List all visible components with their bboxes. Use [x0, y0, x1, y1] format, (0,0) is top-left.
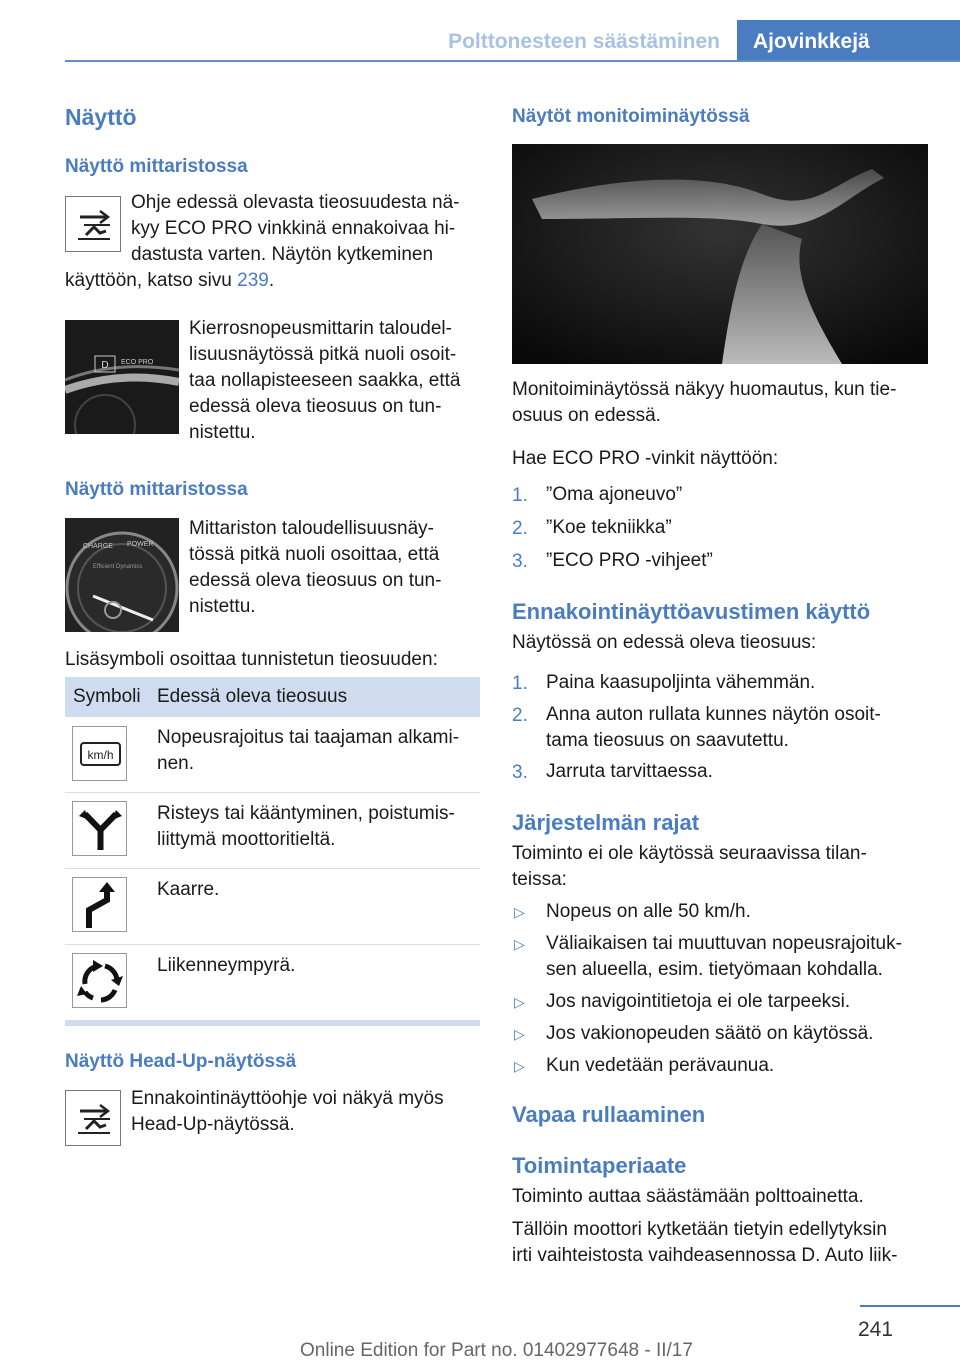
speed-limit-icon-text: km/h	[87, 748, 114, 762]
paragraph-gauge-line2: tössä pitkä nuoli osoittaa, että	[189, 544, 440, 565]
heading-assistant-use: Ennakointinäyttöavustimen käyttö	[512, 599, 871, 624]
paragraph-mf-line2: osuus on edessä.	[512, 405, 661, 426]
paragraph-hint-line2: kyy ECO PRO vinkkinä ennakoivaa hi‐	[131, 218, 456, 239]
anticipation-hint-icon	[65, 196, 121, 252]
bullet-triangle-icon: ▷	[514, 994, 525, 1010]
subheading-hud: Näyttö Head-Up-näytössä	[65, 1051, 297, 1072]
header-section-title: Polttonesteen säästäminen	[448, 30, 720, 53]
footer-edition: Online Edition for Part no. 01402977648 - II/17	[300, 1340, 693, 1361]
junction-icon	[72, 801, 127, 856]
charge-label: CHARGE	[83, 543, 113, 550]
table-row-divider	[65, 868, 480, 869]
heading-system-limits: Järjestelmän rajat	[512, 810, 700, 835]
col-header-symbol: Symboli	[73, 686, 141, 707]
list2-item-2-line1: Anna auton rullata kunnes näytön osoit‐	[546, 704, 881, 725]
table-row-divider	[65, 792, 480, 793]
efficiency-gauge-image	[65, 518, 179, 632]
paragraph-tacho-line5: nistettu.	[189, 422, 256, 443]
paragraph-tacho-line4: edessä oleva tieosuus on tun‐	[189, 396, 442, 417]
bullet-triangle-icon: ▷	[514, 1058, 525, 1074]
paragraph-gauge-line4: nistettu.	[189, 596, 256, 617]
anticipation-hint-icon-hud	[65, 1090, 121, 1146]
footer-rule	[860, 1305, 960, 1307]
paragraph-section-ahead: Näytössä on edessä oleva tieosuus:	[512, 632, 817, 653]
list1-num-1: 1.	[512, 485, 528, 506]
list1-num-2: 2.	[512, 518, 528, 539]
paragraph-tacho-line3: taa nollapisteeseen saakka, että	[189, 370, 461, 391]
list2-num-3: 3.	[512, 762, 528, 783]
bullet-3: Jos navigointitietoja ei ole tarpeeksi.	[546, 991, 851, 1012]
header-rule	[65, 60, 960, 62]
row-curve-line1: Kaarre.	[157, 879, 220, 900]
header-chapter-tab: Ajovinkkejä	[737, 20, 960, 62]
curve-icon	[72, 877, 127, 932]
list1-num-3: 3.	[512, 551, 528, 572]
subheading-multifunction: Näytöt monitoiminäytössä	[512, 106, 750, 127]
paragraph-hint-line4	[65, 268, 274, 294]
paragraph-decouple-line1: Tällöin moottori kytketään tietyin edellytyksin	[512, 1219, 887, 1240]
paragraph-hud-line2: Head-Up-näytössä.	[131, 1114, 295, 1135]
paragraph-decouple-line2: irti vaihteistosta vaihdeasennossa D. Auto liik‐	[512, 1245, 898, 1266]
row-speed-line1: Nopeusrajoitus tai taajaman alkami‐	[157, 727, 460, 748]
paragraph-limits-line2: teissa:	[512, 869, 567, 890]
bullet-2-line2: sen alueella, esim. tietyömaan kohdalla.	[546, 959, 883, 980]
bullet-5: Kun vedetään perävaunua.	[546, 1055, 775, 1076]
heading-coasting: Vapaa rullaaminen	[512, 1102, 706, 1127]
symbol-table-header	[65, 677, 480, 717]
efficient-dynamics-label: Efficient Dynamics	[93, 564, 143, 570]
subheading-cluster-2: Näyttö mittaristossa	[65, 479, 248, 500]
power-label: POWER	[127, 541, 154, 548]
list1-item-2: ”Koe tekniikka”	[546, 517, 672, 538]
list2-num-1: 1.	[512, 673, 528, 694]
paragraph-hint-text: käyttöön, katso sivu	[65, 270, 238, 291]
list1-item-3: ”ECO PRO -vihjeet”	[546, 550, 713, 571]
list1-item-1: ”Oma ajoneuvo”	[546, 484, 683, 505]
table-row-divider	[65, 944, 480, 945]
row-speed-line2: nen.	[157, 753, 194, 774]
multifunction-road-image	[512, 144, 928, 364]
table-bottom-rule	[65, 1020, 480, 1026]
paragraph-hint-line1: Ohje edessä olevasta tieosuudesta nä‐	[131, 192, 460, 213]
paragraph-saves-fuel: Toiminto auttaa säästämään polttoainetta.	[512, 1186, 864, 1207]
bullet-triangle-icon: ▷	[514, 936, 525, 952]
paragraph-tacho-line1: Kierrosnopeusmittarin taloudel‐	[189, 318, 452, 339]
paragraph-hud-line1: Ennakointinäyttöohje voi näkyä myös	[131, 1088, 444, 1109]
page-number: 241	[858, 1318, 894, 1341]
bullet-triangle-icon: ▷	[514, 1026, 525, 1042]
list2-item-1: Paina kaasupoljinta vähemmän.	[546, 672, 816, 693]
eco-pro-label: ECO PRO	[121, 359, 154, 366]
bullet-2-line1: Väliaikaisen tai muuttuvan nopeusrajoituk‐	[546, 933, 902, 954]
heading-principle: Toimintaperiaate	[512, 1153, 687, 1178]
row-roundabout-line1: Liikenneympyrä.	[157, 955, 296, 976]
tachometer-eco-image	[65, 320, 179, 434]
bullet-4: Jos vakionopeuden säätö on käytössä.	[546, 1023, 874, 1044]
col-header-section: Edessä oleva tieosuus	[157, 686, 348, 707]
section-title: Näyttö	[65, 104, 137, 130]
paragraph-gauge-line1: Mittariston taloudellisuusnäy‐	[189, 518, 435, 539]
paragraph-fetch-hints: Hae ECO PRO -vinkit näyttöön:	[512, 448, 779, 469]
row-junction-line1: Risteys tai kääntyminen, poistumis‐	[157, 803, 455, 824]
paragraph-tacho-line2: lisuusnäytössä pitkä nuoli osoit‐	[189, 344, 457, 365]
paragraph-mf-line1: Monitoiminäytössä näkyy huomautus, kun tie‐	[512, 379, 897, 400]
row-junction-line2: liittymä moottoritieltä.	[157, 829, 336, 850]
list2-item-2-line2: tama tieosuus on saavutettu.	[546, 730, 789, 751]
bullet-triangle-icon: ▷	[514, 904, 525, 920]
paragraph-limits-line1: Toiminto ei ole käytössä seuraavissa tilan‐	[512, 843, 867, 864]
gear-indicator: D	[101, 360, 109, 371]
roundabout-icon	[72, 953, 127, 1008]
subheading-cluster: Näyttö mittaristossa	[65, 156, 248, 177]
list2-num-2: 2.	[512, 705, 528, 726]
list2-item-3: Jarruta tarvittaessa.	[546, 761, 713, 782]
page-link-239[interactable]: 239	[237, 270, 269, 291]
paragraph-hint-line3: dastusta varten. Näytön kytkeminen	[131, 244, 434, 265]
paragraph-symbol-intro: Lisäsymboli osoittaa tunnistetun tieosuuden:	[65, 649, 438, 670]
bullet-1: Nopeus on alle 50 km/h.	[546, 901, 751, 922]
paragraph-hint-period: .	[268, 270, 275, 291]
paragraph-gauge-line3: edessä oleva tieosuus on tun‐	[189, 570, 442, 591]
speed-limit-icon	[72, 726, 127, 781]
